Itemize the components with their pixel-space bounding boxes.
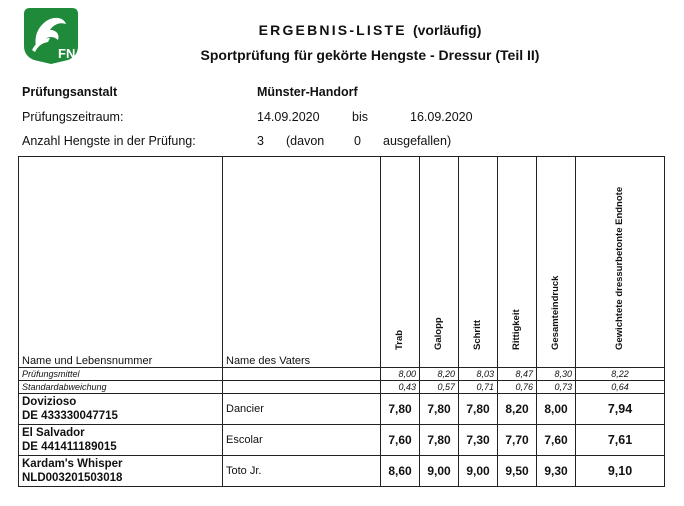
period-label: Prüfungszeitraum: <box>22 110 124 124</box>
page-title <box>120 22 620 38</box>
horse-number: NLD003201503018 <box>22 472 123 484</box>
svg-text:FN: FN <box>58 46 76 61</box>
col-header-name: Name und Lebensnummer <box>19 157 223 368</box>
title-suffix: (vorläufig) <box>412 22 482 38</box>
results-table <box>18 156 665 487</box>
std-row <box>19 381 665 394</box>
mean-value: 8,30 <box>537 368 576 381</box>
score-trab: 7,80 <box>381 394 420 425</box>
father-name: Dancier <box>223 394 381 425</box>
father-name: Toto Jr. <box>223 456 381 487</box>
horse-name: Kardam's Whisper <box>22 458 123 470</box>
score-galopp: 7,80 <box>420 394 459 425</box>
score-gesamteindruck: 7,60 <box>537 425 576 456</box>
period-start: 14.09.2020 <box>257 110 320 124</box>
std-value: 0,64 <box>576 381 665 394</box>
fn-logo-icon <box>22 6 80 64</box>
score-endnote: 7,61 <box>576 425 665 456</box>
count-label: Anzahl Hengste in der Prüfung: <box>22 134 196 148</box>
std-value: 0,57 <box>420 381 459 394</box>
venue-value: Münster-Handorf <box>257 85 358 99</box>
horse-number: DE 433330047715 <box>22 410 118 422</box>
score-trab: 8,60 <box>381 456 420 487</box>
score-gesamteindruck: 9,30 <box>537 456 576 487</box>
table-row <box>19 394 665 425</box>
score-galopp: 9,00 <box>420 456 459 487</box>
title-main: ERGEBNIS-LISTE <box>258 22 407 38</box>
count-paren: (davon <box>286 134 325 148</box>
horse-cell <box>19 425 223 456</box>
score-gesamteindruck: 8,00 <box>537 394 576 425</box>
col-header-rittigkeit: Rittigkeit <box>498 157 537 368</box>
horse-number: DE 441411189015 <box>22 441 117 453</box>
col-header-galopp: Galopp <box>420 157 459 368</box>
col-header-father: Name des Vaters <box>223 157 381 368</box>
col-header-trab: Trab <box>381 157 420 368</box>
table-row <box>19 425 665 456</box>
score-schritt: 7,30 <box>459 425 498 456</box>
col-header-endnote: Gewichtete dressurbetonte Endnote <box>576 157 665 368</box>
page-subtitle: Sportprüfung für gekörte Hengste - Dressur (Teil II) <box>200 47 540 63</box>
score-rittigkeit: 7,70 <box>498 425 537 456</box>
score-schritt: 9,00 <box>459 456 498 487</box>
horse-name: El Salvador <box>22 427 85 439</box>
table-header-row <box>19 157 665 368</box>
score-rittigkeit: 9,50 <box>498 456 537 487</box>
period-end: 16.09.2020 <box>410 110 473 124</box>
venue-label: Prüfungsanstalt <box>22 85 118 99</box>
score-galopp: 7,80 <box>420 425 459 456</box>
mean-value: 8,22 <box>576 368 665 381</box>
count-value: 3 <box>257 134 264 148</box>
score-rittigkeit: 8,20 <box>498 394 537 425</box>
table-row <box>19 456 665 487</box>
std-label: Standardabweichung <box>19 381 223 394</box>
score-endnote: 7,94 <box>576 394 665 425</box>
score-trab: 7,60 <box>381 425 420 456</box>
std-value: 0,76 <box>498 381 537 394</box>
col-header-gesamteindruck: Gesamteindruck <box>537 157 576 368</box>
mean-label: Prüfungsmittel <box>19 368 223 381</box>
horse-cell <box>19 394 223 425</box>
score-endnote: 9,10 <box>576 456 665 487</box>
mean-row <box>19 368 665 381</box>
count-dropped: 0 <box>354 134 361 148</box>
col-header-schritt: Schritt <box>459 157 498 368</box>
score-schritt: 7,80 <box>459 394 498 425</box>
std-value: 0,73 <box>537 381 576 394</box>
count-dropped-label: ausgefallen) <box>383 134 452 148</box>
mean-value: 8,47 <box>498 368 537 381</box>
std-value: 0,71 <box>459 381 498 394</box>
mean-value: 8,00 <box>381 368 420 381</box>
std-value: 0,43 <box>381 381 420 394</box>
horse-cell <box>19 456 223 487</box>
horse-name: Dovizioso <box>22 396 77 408</box>
mean-value: 8,20 <box>420 368 459 381</box>
mean-value: 8,03 <box>459 368 498 381</box>
period-sep: bis <box>352 110 368 124</box>
father-name: Escolar <box>223 425 381 456</box>
